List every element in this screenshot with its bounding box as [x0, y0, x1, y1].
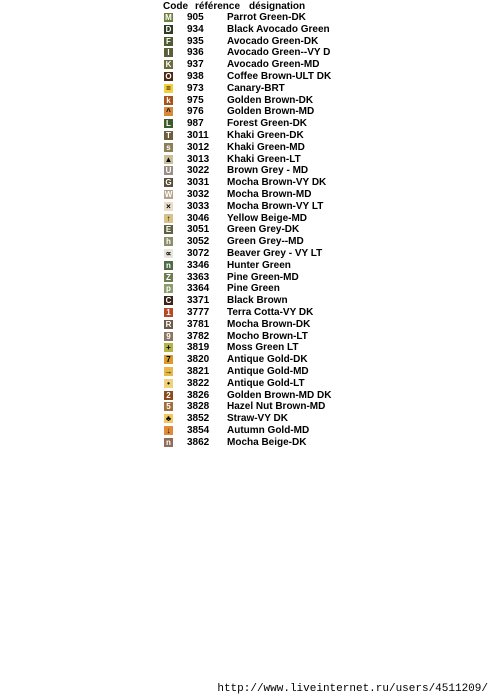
- legend-row: [163, 401, 363, 413]
- thread-designation: Avocado Green-DK: [227, 35, 319, 47]
- legend-row: [163, 331, 363, 343]
- legend-row: [163, 319, 363, 331]
- thread-code: 3828: [187, 401, 210, 413]
- thread-designation: Mocha Brown-VY LT: [227, 200, 324, 212]
- color-swatch-symbol: R: [165, 319, 172, 329]
- thread-designation: Terra Cotta-VY DK: [227, 307, 314, 318]
- color-swatch-symbol: D: [165, 24, 172, 34]
- color-swatch-symbol: =: [164, 84, 173, 93]
- legend-row: [163, 260, 363, 272]
- thread-designation: Beaver Grey - VY LT: [227, 248, 323, 259]
- thread-code: 3822: [187, 377, 210, 389]
- legend-row: [163, 248, 363, 260]
- color-swatch-symbol: p: [164, 284, 173, 293]
- thread-designation: Antique Gold-LT: [227, 377, 305, 389]
- color-swatch-symbol: U: [165, 166, 172, 176]
- thread-code: 3011: [187, 130, 209, 141]
- thread-code: 3032: [187, 189, 210, 200]
- color-swatch-symbol: →: [164, 367, 173, 376]
- thread-designation: Green Grey-DK: [227, 224, 300, 236]
- color-swatch-symbol: Z: [164, 273, 173, 282]
- color-swatch-symbol: ↑: [164, 214, 173, 223]
- thread-designation: Brown Grey - MD: [227, 165, 309, 177]
- legend-row: [163, 213, 363, 225]
- legend-row: [163, 118, 363, 130]
- thread-code: 3781: [187, 318, 210, 330]
- thread-code: 936: [187, 47, 204, 59]
- legend-row: [163, 177, 363, 189]
- legend-row: [163, 59, 363, 71]
- color-swatch-symbol: I: [164, 48, 173, 57]
- thread-designation: Antique Gold-DK: [227, 354, 308, 366]
- color-swatch-symbol: T: [164, 131, 173, 140]
- color-swatch-symbol: 1: [164, 308, 173, 317]
- legend-row: [163, 189, 363, 201]
- thread-code: 937: [187, 59, 204, 71]
- thread-designation: Straw-VY DK: [227, 413, 288, 425]
- thread-code: 3033: [187, 200, 210, 212]
- thread-code: 3072: [187, 248, 210, 259]
- legend-row: [163, 272, 363, 284]
- color-swatch-symbol: ▲: [164, 154, 173, 164]
- thread-designation: Golden Brown-DK: [227, 94, 314, 106]
- thread-designation: Green Grey--MD: [227, 236, 304, 248]
- legend-row: [163, 354, 363, 366]
- thread-designation: Avocado Green-MD: [227, 59, 320, 71]
- legend-row: [163, 295, 363, 307]
- color-swatch-symbol: k: [164, 96, 173, 105]
- color-swatch-symbol: K: [165, 60, 172, 70]
- thread-designation: Canary-BRT: [227, 82, 285, 94]
- thread-code: 3046: [187, 212, 210, 224]
- color-swatch-symbol: n: [164, 438, 173, 447]
- legend-row: [163, 12, 363, 24]
- legend-row: [163, 142, 363, 154]
- header-reference: référence: [195, 1, 241, 12]
- thread-designation: Antique Gold-MD: [227, 366, 309, 377]
- legend-row: [163, 307, 363, 319]
- thread-code: 3852: [187, 413, 210, 425]
- thread-designation: Khaki Green-LT: [227, 153, 301, 165]
- source-url: http://www.liveinternet.ru/users/4511209/: [217, 683, 488, 695]
- thread-code: 934: [187, 23, 204, 35]
- legend-row: [163, 425, 363, 437]
- thread-designation: Hunter Green: [227, 259, 291, 271]
- header-code: Code: [163, 1, 188, 12]
- thread-code: 3363: [187, 271, 210, 283]
- color-swatch-symbol: C: [165, 296, 172, 306]
- thread-code: 3364: [187, 283, 210, 295]
- header-designation: désignation: [249, 1, 306, 12]
- color-swatch-symbol: h: [164, 237, 173, 246]
- legend-row: [163, 83, 363, 95]
- legend-row: [163, 36, 363, 48]
- thread-designation: Golden Brown-MD DK: [227, 389, 332, 401]
- thread-designation: Coffee Brown-ULT DK: [227, 71, 332, 82]
- legend-row: [163, 47, 363, 59]
- thread-code: 3052: [187, 236, 210, 248]
- thread-code: 905: [187, 12, 204, 23]
- thread-designation: Golden Brown-MD: [227, 106, 315, 118]
- thread-designation: Mocha Brown-VY DK: [227, 177, 327, 189]
- legend-row: [163, 24, 363, 36]
- legend-row: [163, 342, 363, 354]
- thread-code: 3777: [187, 307, 210, 318]
- color-swatch-symbol: ×: [164, 202, 173, 211]
- thread-designation: Khaki Green-DK: [227, 130, 304, 141]
- thread-code: 975: [187, 94, 204, 106]
- color-swatch-symbol: n: [164, 261, 173, 270]
- legend-row: [163, 283, 363, 295]
- thread-code: 3051: [187, 224, 210, 236]
- thread-code: 3820: [187, 354, 210, 366]
- thread-code: 987: [187, 118, 204, 130]
- thread-designation: Pine Green-MD: [227, 271, 299, 283]
- thread-designation: Khaki Green-MD: [227, 141, 305, 153]
- thread-designation: Avocado Green--VY D: [227, 47, 331, 59]
- color-swatch-symbol: ∝: [165, 249, 172, 258]
- thread-code: 938: [187, 71, 204, 82]
- legend-row: [163, 437, 363, 449]
- thread-designation: Black Avocado Green: [227, 23, 330, 35]
- thread-designation: Mocha Beige-DK: [227, 436, 307, 448]
- thread-designation: Hazel Nut Brown-MD: [227, 401, 326, 413]
- color-swatch-symbol: 9: [164, 332, 173, 341]
- thread-code: 3013: [187, 153, 210, 165]
- legend-row: [163, 106, 363, 118]
- thread-code: 976: [187, 106, 204, 118]
- thread-code: 973: [187, 82, 204, 94]
- thread-designation: Forest Green-DK: [227, 118, 308, 130]
- legend-row: [163, 95, 363, 107]
- color-swatch-symbol: F: [164, 37, 173, 46]
- thread-code: 3346: [187, 259, 210, 271]
- thread-designation: Mocho Brown-LT: [227, 330, 308, 342]
- thread-designation: Mocha Brown-DK: [227, 318, 311, 330]
- legend-row: [163, 413, 363, 425]
- thread-designation: Parrot Green-DK: [227, 12, 306, 23]
- thread-code: 3371: [187, 295, 210, 307]
- color-swatch-symbol: ^: [164, 107, 173, 116]
- thread-code: 3782: [187, 330, 210, 342]
- legend-row: [163, 390, 363, 402]
- legend-row: [163, 236, 363, 248]
- color-swatch-symbol: s: [164, 143, 173, 152]
- thread-code: 3022: [187, 165, 210, 177]
- thread-designation: Moss Green LT: [227, 342, 299, 354]
- thread-code: 3826: [187, 389, 210, 401]
- legend-row: [163, 224, 363, 236]
- color-swatch-symbol: E: [165, 225, 172, 235]
- thread-code: 3854: [187, 425, 210, 436]
- legend-row: [163, 165, 363, 177]
- color-swatch-symbol: •: [164, 379, 173, 388]
- thread-code: 3031: [187, 177, 210, 189]
- color-swatch-symbol: G: [165, 178, 172, 188]
- color-swatch-symbol: ↓: [164, 426, 173, 435]
- legend-row: [163, 378, 363, 390]
- thread-code: 3862: [187, 436, 210, 448]
- color-swatch-symbol: M: [165, 13, 172, 22]
- thread-designation: Pine Green: [227, 283, 280, 295]
- legend-row: [163, 130, 363, 142]
- color-swatch-symbol: 5: [164, 402, 173, 411]
- color-swatch-symbol: 7: [164, 355, 173, 364]
- color-swatch-symbol: L: [164, 119, 173, 128]
- color-swatch-symbol: +: [164, 343, 173, 352]
- legend-row: [163, 71, 363, 83]
- thread-designation: Mocha Brown-MD: [227, 189, 312, 200]
- thread-designation: Yellow Beige-MD: [227, 212, 308, 224]
- legend-row: [163, 154, 363, 166]
- thread-code: 3819: [187, 342, 210, 354]
- color-swatch-symbol: 2: [164, 391, 173, 400]
- color-swatch-symbol: W: [164, 190, 173, 199]
- color-swatch-symbol: O: [165, 72, 172, 81]
- legend-row: [163, 366, 363, 378]
- color-swatch-symbol: ♣: [165, 414, 172, 424]
- thread-code: 3012: [187, 141, 210, 153]
- legend-row: [163, 201, 363, 213]
- thread-code: 3821: [187, 366, 210, 377]
- thread-designation: Autumn Gold-MD: [227, 425, 310, 436]
- thread-designation: Black Brown: [227, 295, 288, 307]
- thread-code: 935: [187, 35, 204, 47]
